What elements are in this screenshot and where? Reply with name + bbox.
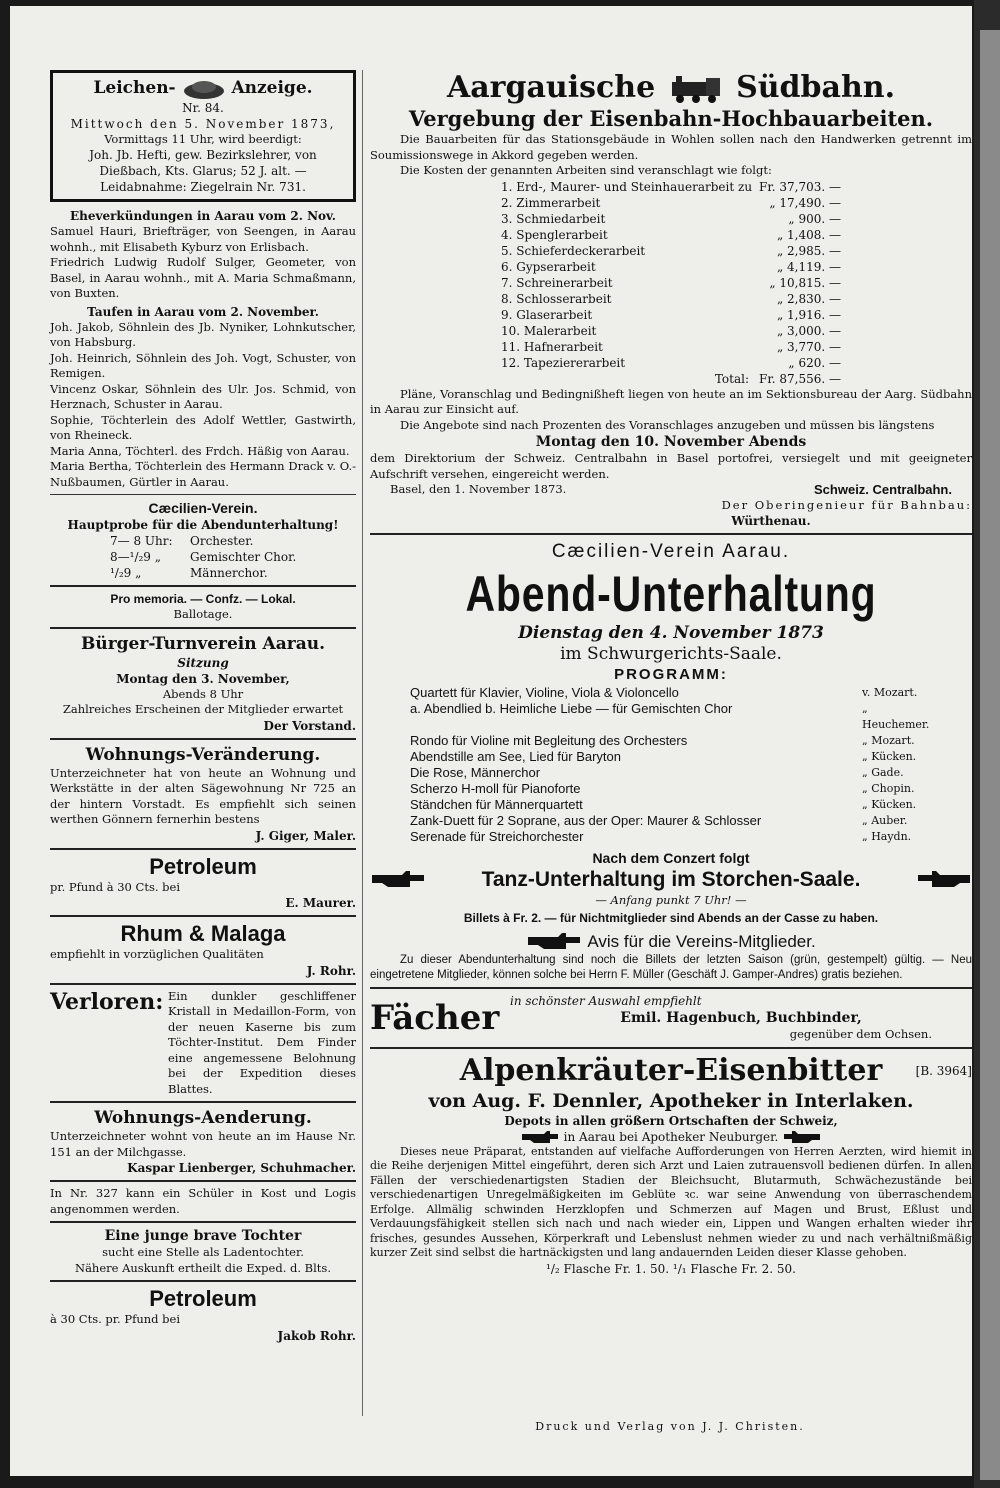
suedbahn-paragraph: Die Kosten der genannten Arbeiten sind veranschlagt wie folgt: <box>400 163 772 177</box>
cost-item <box>501 275 841 291</box>
avis-text: Zu dieser Abendunterhaltung sind noch die Billets der letzten Saison (grün, gestempelt) gültig. — Neu eingetretene Mitglieder, können solche bei Herrn F. Müller (Geschäft J. Gamper-Andres) gratis beziehen. <box>370 954 972 981</box>
faecher-address: gegenüber dem Ochsen. <box>789 1027 932 1041</box>
rhum-notice <box>50 921 356 979</box>
concert-date: Dienstag den 4. November 1873 <box>518 623 824 643</box>
program-item-composer: „ Heuchemer. <box>862 702 930 731</box>
program-item <box>410 749 932 765</box>
pointing-hand-icon <box>526 931 582 953</box>
concert-org: Cæcilien-Verein Aarau. <box>551 541 791 562</box>
program-item <box>410 701 932 733</box>
baptisms-section <box>50 304 356 491</box>
cost-item <box>501 211 841 227</box>
petroleum2-text: à 30 Cts. pr. Pfund bei <box>50 1312 181 1326</box>
program-item-text: Serenade für Streichorchester <box>410 829 584 844</box>
wohnung1-text: Unterzeichneter hat von heute an Wohnung und Werkstätte in der alten Sägewohnung Nr 725 an der hintern Vorstadt. Es empfiehlt sich seinen werthen Gönnern fernerhin bestens <box>50 765 356 826</box>
pointing-hand-icon <box>520 1130 560 1144</box>
suedbahn-paragraph: Die Angebote sind nach Prozenten des Voranschlages anzugeben und müssen bis längstens <box>400 417 935 432</box>
suedbahn-signature: Würthenau. <box>731 514 811 528</box>
bitter-title: Alpenkräuter-Eisenbitter <box>459 1052 883 1088</box>
divider <box>370 533 972 535</box>
death-notice-address: Leidabnahme: Ziegelrain Nr. 731. <box>100 180 306 194</box>
rhum-title: Rhum & Malaga <box>120 921 286 946</box>
cost-item <box>501 227 841 243</box>
cost-item-amount: Fr. 37,703. — <box>759 179 841 194</box>
cost-item-label: 2. Zimmerarbeit <box>501 195 601 210</box>
concert-notice <box>370 539 972 983</box>
marriages-section <box>50 208 356 302</box>
program-item-composer: „ Kücken. <box>862 750 917 763</box>
divider <box>50 848 356 850</box>
program-item-composer: „ Mozart. <box>862 734 915 747</box>
death-notice-origin: Dießbach, Kts. Glarus; 52 J. alt. — <box>99 164 307 178</box>
cost-item <box>501 243 841 259</box>
cost-item <box>501 355 841 371</box>
pointing-hand-icon <box>916 869 972 891</box>
tochter-text: sucht eine Stelle als Ladentochter. <box>102 1245 304 1259</box>
cost-item <box>501 195 841 211</box>
tochter-title: Eine junge brave Tochter <box>104 1228 302 1244</box>
wohnung2-title: Wohnungs-Aenderung. <box>94 1108 312 1128</box>
suedbahn-title-part: Südbahn. <box>736 70 896 105</box>
program-item <box>410 797 932 813</box>
death-notice <box>50 70 356 202</box>
cost-item-label: 3. Schmiedarbeit <box>501 211 606 226</box>
program-item <box>410 813 932 829</box>
list-item: Sophie, Töchterlein des Adolf Wettler, Gastwirth, von Rheineck. <box>50 412 356 442</box>
divider <box>50 738 356 740</box>
divider <box>50 983 356 985</box>
turnverein-title: Bürger-Turnverein Aarau. <box>80 633 325 654</box>
death-notice-date: Mittwoch den 5. November 1873, <box>70 116 336 131</box>
newspaper-page <box>10 6 972 1476</box>
turnverein-date: Montag den 3. November, <box>116 671 290 686</box>
pointing-hand-icon <box>370 869 426 891</box>
suedbahn-role: Der Oberingenieur für Bahnbau: <box>721 497 972 512</box>
program-item-composer: „ Haydn. <box>862 830 912 843</box>
list-item: Vincenz Oskar, Söhnlein des Ulr. Jos. Schmid, von Herznach, Schuster in Aarau. <box>50 381 356 411</box>
wreath-icon <box>182 78 226 100</box>
suedbahn-place-date: Basel, den 1. November 1873. <box>390 482 567 496</box>
bitter-aarau: in Aarau bei Apotheker Neuburger. <box>563 1129 779 1144</box>
cost-item-amount: „ 4,119. — <box>776 259 841 274</box>
pro-memoria-subtitle: Ballotage. <box>173 607 233 621</box>
cost-item-amount: „ 2,830. — <box>776 291 841 306</box>
divider <box>50 627 356 629</box>
baptisms-title: Taufen in Aarau vom 2. November. <box>87 304 319 319</box>
cost-item <box>501 323 841 339</box>
list-item: Maria Bertha, Töchterlein des Hermann Drack v. O.-Nußbaumen, Gürtler in Aarau. <box>50 459 356 489</box>
cost-item-amount: „ 1,916. — <box>776 307 841 322</box>
verloren-title: Verloren: <box>50 988 164 1015</box>
rehearsal-group: Gemischter Chor. <box>190 550 297 564</box>
bitter-ref: [B. 3964] <box>915 1063 972 1078</box>
rehearsal-group: Orchester. <box>190 534 254 548</box>
left-column <box>50 70 356 1344</box>
petroleum-notice-2 <box>50 1286 356 1344</box>
cost-item-amount: „ 1,408. — <box>776 227 841 242</box>
verloren-notice <box>50 989 356 1098</box>
cost-item-label: 10. Malerarbeit <box>501 323 597 338</box>
program-item-text: Abendstille am See, Lied für Baryton <box>410 749 622 764</box>
faecher-line: in schönster Auswahl empfiehlt <box>510 994 702 1008</box>
petroleum-notice-1 <box>50 854 356 912</box>
program-item <box>410 765 932 781</box>
program-item-composer: „ Kücken. <box>862 798 917 811</box>
petroleum2-title: Petroleum <box>149 1286 257 1311</box>
avis-title: Avis für die Vereins-Mitglieder. <box>587 931 816 951</box>
list-item: Maria Anna, Töchterl. des Frdch. Häßig von Aarau. <box>50 443 350 458</box>
bitter-price: ¹/₂ Flasche Fr. 1. 50. ¹/₁ Flasche Fr. 2. 50. <box>546 1261 796 1276</box>
rehearsal-time: 7— 8 Uhr: <box>110 534 173 548</box>
cost-item-amount: „ 17,490. — <box>769 195 841 210</box>
program-item-composer: „ Auber. <box>862 814 908 827</box>
program-title: PROGRAMM: <box>614 666 728 683</box>
bitter-text: Dieses neue Präparat, entstanden auf vielfache Aufforderungen von Herren Aerzten, wird hiemit in die Reihe derjenigen Mittel eingeführt, deren sich Arzt und Laien zutrauensvoll bedienen dürfen. In allen Fällen der verschiedenartigsten Stadien der Bleichsucht, Blutarmuth, Schwächezustände bei verschiedenartigen Unregelmäßigkeiten im Geblüte ꝛc. war seine Anwendung von überraschendem Erfolge. Allmälig schwinden Herzklopfen und Schmerzen auf Magen und Brust, Eßlust und Verdauungsfähigkeit stellen sich nach und nach wieder ein, Lippen und Wangen erhalten wieder ihr frisches, gesundes Aussehen, Körperkraft und Lebenslust nehmen wieder zu und nach verhältnißmäßig kurzer Zeit sind selbst die hartnäckigsten und lang andauernden Leiden dieser Klasse gehoben. <box>370 1144 972 1259</box>
tochter-subtext: Nähere Auskunft ertheilt die Exped. d. Blts. <box>75 1260 331 1275</box>
death-notice-name: Joh. Jb. Hefti, gew. Bezirkslehrer, von <box>89 148 317 162</box>
death-notice-time: Vormittags 11 Uhr, wird beerdigt: <box>104 131 302 146</box>
wohnung2-signature: Kaspar Lienberger, Schuhmacher. <box>127 1161 356 1175</box>
turnverein-subtitle: Sitzung <box>177 655 229 670</box>
concert-tickets: Billets à Fr. 2. — für Nichtmitglieder sind Abends an der Casse zu haben. <box>463 910 879 925</box>
suedbahn-signoff <box>370 482 972 498</box>
cost-item-amount: „ 620. — <box>788 355 841 370</box>
rhum-signature: J. Rohr. <box>306 963 356 978</box>
program-item-composer: „ Gade. <box>862 766 904 779</box>
suedbahn-title <box>370 70 972 106</box>
program-item-text: Scherzo H-moll für Pianoforte <box>410 781 581 796</box>
tochter-notice <box>50 1227 356 1276</box>
list-item: Friedrich Ludwig Rudolf Sulger, Geometer, von Basel, in Aarau wohnh., mit A. Maria Schmaßmann, von Buxten. <box>50 255 356 300</box>
divider <box>370 1047 972 1049</box>
program-item <box>410 781 932 797</box>
cost-item-label: 9. Glaserarbeit <box>501 307 593 322</box>
cost-item-label: 12. Tapeziererarbeit <box>501 355 626 370</box>
petroleum1-text: pr. Pfund à 30 Cts. bei <box>50 879 181 894</box>
faecher-title: Fächer <box>370 997 500 1038</box>
divider <box>50 1280 356 1282</box>
caecilien-title: Cæcilien-Verein. <box>148 500 258 516</box>
cost-item-label: 5. Schieferdeckerarbeit <box>501 243 646 258</box>
suedbahn-paragraph: Pläne, Voranschlag und Bedingnißheft liegen von heute an im Sektionsbureau der Aarg. Südbahn in Aarau zur Einsicht auf. <box>370 386 972 416</box>
divider <box>50 1180 356 1182</box>
petroleum1-signature: E. Maurer. <box>285 896 356 910</box>
bitter-subtitle: von Aug. F. Dennler, Apotheker in Interlaken. <box>428 1089 914 1112</box>
wohnung-notice-1 <box>50 744 356 844</box>
column-divider <box>362 70 363 1416</box>
program-item-text: Ständchen für Männerquartett <box>410 797 583 812</box>
death-notice-title: Leichen- Anzeige. <box>93 78 313 98</box>
avis-line <box>370 931 972 954</box>
rhum-text: empfiehlt in vorzüglichen Qualitäten <box>50 947 264 961</box>
cost-item <box>501 307 841 323</box>
divider <box>50 585 356 587</box>
concert-after: Nach dem Conzert folgt <box>592 850 750 866</box>
rehearsal-time: 8—¹/₂9 „ <box>110 550 161 564</box>
dance-title: Tanz-Unterhaltung im Storchen-Saale. <box>481 868 861 891</box>
suedbahn-notice <box>370 70 972 529</box>
wohnung-notice-2 <box>50 1107 356 1176</box>
bitter-depots: Depots in allen größern Ortschaften der Schweiz, <box>504 1113 838 1128</box>
cost-total <box>501 371 841 387</box>
kost-notice: In Nr. 327 kann ein Schüler in Kost und Logis angenommen werden. <box>50 1186 356 1216</box>
scan-edge-adjacent-page <box>980 30 1000 1480</box>
turnverein-time: Abends 8 Uhr <box>162 686 244 701</box>
cost-list <box>501 179 841 371</box>
bitter-aarau-line <box>370 1129 972 1145</box>
verloren-text: Ein dunkler geschliffener Kristall in Medaillon-Form, von der neuen Kaserne bis zum Töchter-Institut. Dem Finder eine angemessene Belohnung bei der Expedition dieses Blattes. <box>168 988 356 1096</box>
cost-item-amount: „ 900. — <box>788 211 841 226</box>
caecilien-rehearsal <box>50 499 356 581</box>
pointing-hand-icon <box>782 1130 822 1144</box>
divider <box>370 987 972 989</box>
divider <box>50 1221 356 1223</box>
cost-item-label: 6. Gypserarbeit <box>501 259 596 274</box>
death-notice-number: Nr. 84. <box>182 100 224 115</box>
rehearsal-time: ¹/₂9 „ <box>110 566 142 580</box>
cost-total-value: Fr. 87,556. — <box>759 371 841 386</box>
concert-title: Abend-Unterhaltung <box>465 566 877 622</box>
program-item <box>410 829 932 845</box>
divider <box>50 915 356 917</box>
petroleum2-signature: Jakob Rohr. <box>277 1328 356 1343</box>
cost-item-amount: „ 3,770. — <box>776 339 841 354</box>
pro-memoria <box>50 591 356 623</box>
program-item-text: Rondo für Violine mit Begleitung des Orchesters <box>410 733 688 748</box>
program-item <box>410 733 932 749</box>
bitter-notice <box>370 1053 972 1277</box>
turnverein-text: Zahlreiches Erscheinen der Mitglieder erwartet <box>62 702 344 716</box>
suedbahn-paragraph: dem Direktorium der Schweiz. Centralbahn in Basel portofrei, versiegelt und mit geeigneter Aufschrift versehen, eingereicht werden. <box>370 451 972 481</box>
program-item-text: a. Abendlied b. Heimliche Liebe — für Gemischten Chor <box>410 701 733 716</box>
cost-total-label: Total: <box>714 371 749 386</box>
wohnung1-signature: J. Giger, Maler. <box>255 828 356 843</box>
suedbahn-paragraph: Die Bauarbeiten für das Stationsgebäude in Wohlen sollen nach den Handwerken getrennt im Soumissionswege in Akkord gegeben werden. <box>370 132 972 162</box>
divider <box>50 494 356 495</box>
faecher-name: Emil. Hagenbuch, Buchbinder, <box>620 1010 862 1026</box>
program-item-text: Quartett für Klavier, Violine, Viola & Violoncello <box>410 685 679 700</box>
wohnung2-text: Unterzeichneter wohnt von heute an im Hause Nr. 151 an der Milchgasse. <box>50 1129 356 1159</box>
list-item: Samuel Hauri, Briefträger, von Seengen, in Aarau wohnh., mit Elisabeth Kyburz von Erlisbach. <box>50 224 356 254</box>
turnverein-notice <box>50 633 356 734</box>
dance-line <box>370 867 972 893</box>
cost-item-label: 1. Erd-, Maurer- und Steinhauerarbeit zu <box>501 179 753 194</box>
cost-item-amount: „ 3,000. — <box>776 323 841 338</box>
caecilien-subtitle: Hauptprobe für die Abendunterhaltung! <box>67 518 339 532</box>
rehearsal-schedule <box>50 533 356 581</box>
cost-item-amount: „ 2,985. — <box>776 243 841 258</box>
suedbahn-org: Schweiz. Centralbahn. <box>814 482 952 497</box>
suedbahn-title-part: Aargauische <box>446 70 656 105</box>
cost-item <box>501 259 841 275</box>
suedbahn-deadline: Montag den 10. November Abends <box>535 434 807 450</box>
turnverein-signature: Der Vorstand. <box>263 718 356 733</box>
divider <box>50 1101 356 1103</box>
cost-item-label: 11. Hafnerarbeit <box>501 339 603 354</box>
faecher-notice <box>370 993 972 1043</box>
cost-item <box>501 179 841 195</box>
suedbahn-subtitle: Vergebung der Eisenbahn-Hochbauarbeiten. <box>408 106 934 131</box>
rehearsal-group: Männerchor. <box>190 566 268 580</box>
concert-start: — Anfang punkt 7 Uhr! — <box>595 893 747 907</box>
list-item: Joh. Jakob, Söhnlein des Jb. Nyniker, Lohnkutscher, von Habsburg. <box>50 319 356 349</box>
cost-item <box>501 339 841 355</box>
program-item-composer: v. Mozart. <box>862 686 918 699</box>
wohnung1-title: Wohnungs-Veränderung. <box>85 744 321 765</box>
petroleum1-title: Petroleum <box>149 853 257 879</box>
program-list <box>370 685 972 845</box>
pro-memoria-title: Pro memoria. — Confz. — Lokal. <box>110 592 296 606</box>
marriages-title: Eheverkündungen in Aarau vom 2. Nov. <box>70 209 336 223</box>
locomotive-icon <box>666 74 726 104</box>
right-column <box>370 70 972 1277</box>
concert-venue: im Schwurgerichts-Saale. <box>560 644 782 664</box>
program-item-text: Die Rose, Männerchor <box>410 765 541 780</box>
cost-item-label: 8. Schlosserarbeit <box>501 291 612 306</box>
list-item: Joh. Heinrich, Söhnlein des Joh. Vogt, Schuster, von Remigen. <box>50 350 356 380</box>
program-item-composer: „ Chopin. <box>862 782 915 795</box>
imprint-footer: Druck und Verlag von J. J. Christen. <box>535 1420 805 1433</box>
program-item-text: Zank-Duett für 2 Soprane, aus der Oper: Maurer & Schlosser <box>410 813 762 828</box>
cost-item <box>501 291 841 307</box>
program-item <box>410 685 932 701</box>
cost-item-amount: „ 10,815. — <box>769 275 841 290</box>
cost-item-label: 7. Schreinerarbeit <box>501 275 613 290</box>
cost-item-label: 4. Spenglerarbeit <box>501 227 608 242</box>
